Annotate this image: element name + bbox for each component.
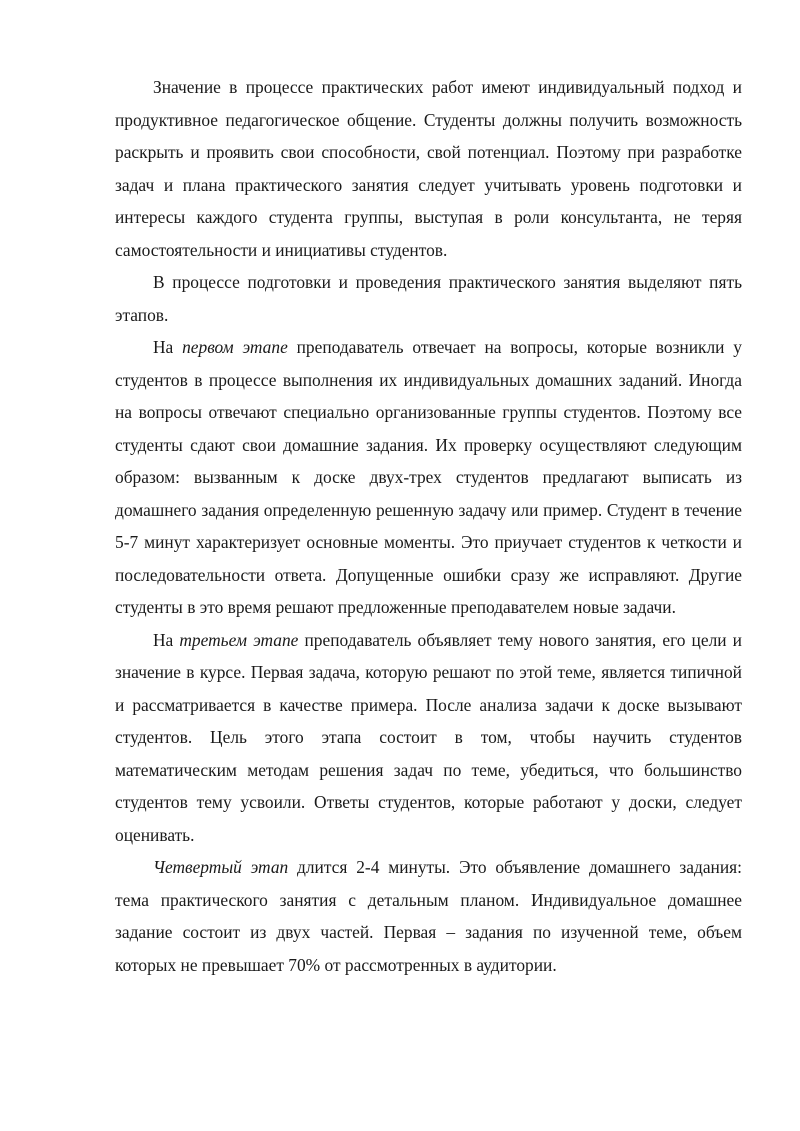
- paragraph-text: длится 2-4 минуты. Это объявление домашнего задания: тема практического занятия с детальным планом. Индивидуальное домашнее задание состоит из двух частей. Первая – задания по изученной теме, объем которых не превышает 70% от рассмотренных в аудитории.: [115, 857, 742, 975]
- paragraph-text: На: [153, 337, 183, 357]
- paragraph-first-stage: [115, 331, 742, 624]
- paragraph-text: Значение в процессе практических работ имеют индивидуальный подход и продуктивное педагогическое общение. Студенты должны получить возможность раскрыть и проявить свои способности, свой потенциал. Поэтому при разработке задач и плана практического занятия следует учитывать уровень подготовки и интересы каждого студента группы, выступая в роли консультанта, не теряя самостоятельности и инициативы студентов.: [115, 77, 742, 260]
- paragraph-text: На: [153, 629, 180, 650]
- stage-term-fourth: Четвертый этап: [153, 857, 289, 877]
- stage-term-first: первом этапе: [182, 337, 288, 357]
- paragraph-five-stages: [115, 266, 742, 331]
- paragraph-text: преподаватель отвечает на вопросы, которые возникли у студентов в процессе выполнения их индивидуальных домашних заданий. Иногда на вопросы отвечают специально организованные группы студентов. Поэтому все студенты сдают свои домашние задания. Их проверку осуществляют следующим образом: вызванным к доске двух-трех студентов предлагают выписать из домашнего задания определенную решенную задачу или пример. Студент в течение 5-7 минут характеризует основные моменты. Это приучает студентов к четкости и последовательности ответа. Допущенные ошибки сразу же исправляют. Другие студенты в это время решают предложенные преподавателем новые задачи.: [115, 337, 742, 617]
- paragraph-fourth-stage: [115, 851, 742, 981]
- stage-term-third: третьем этапе: [179, 629, 299, 650]
- paragraph-individual-approach: [115, 71, 742, 266]
- paragraph-text: В процессе подготовки и проведения практического занятия выделяют пять этапов.: [115, 272, 742, 325]
- document-body: [115, 71, 742, 981]
- paragraph-third-stage: [115, 624, 742, 852]
- paragraph-text: преподаватель объявляет тему нового занятия, его цели и значение в курсе. Первая задача, которую решают по этой теме, является типичной и рассматривается в качестве примера. После анализа задачи к доске вызывают студентов. Цель этого этапа состоит в том, чтобы научить студентов математическим методам решения задач по теме, убедиться, что большинство студентов тему усвоили. Ответы студентов, которые работают у доски, следует оценивать.: [115, 629, 742, 845]
